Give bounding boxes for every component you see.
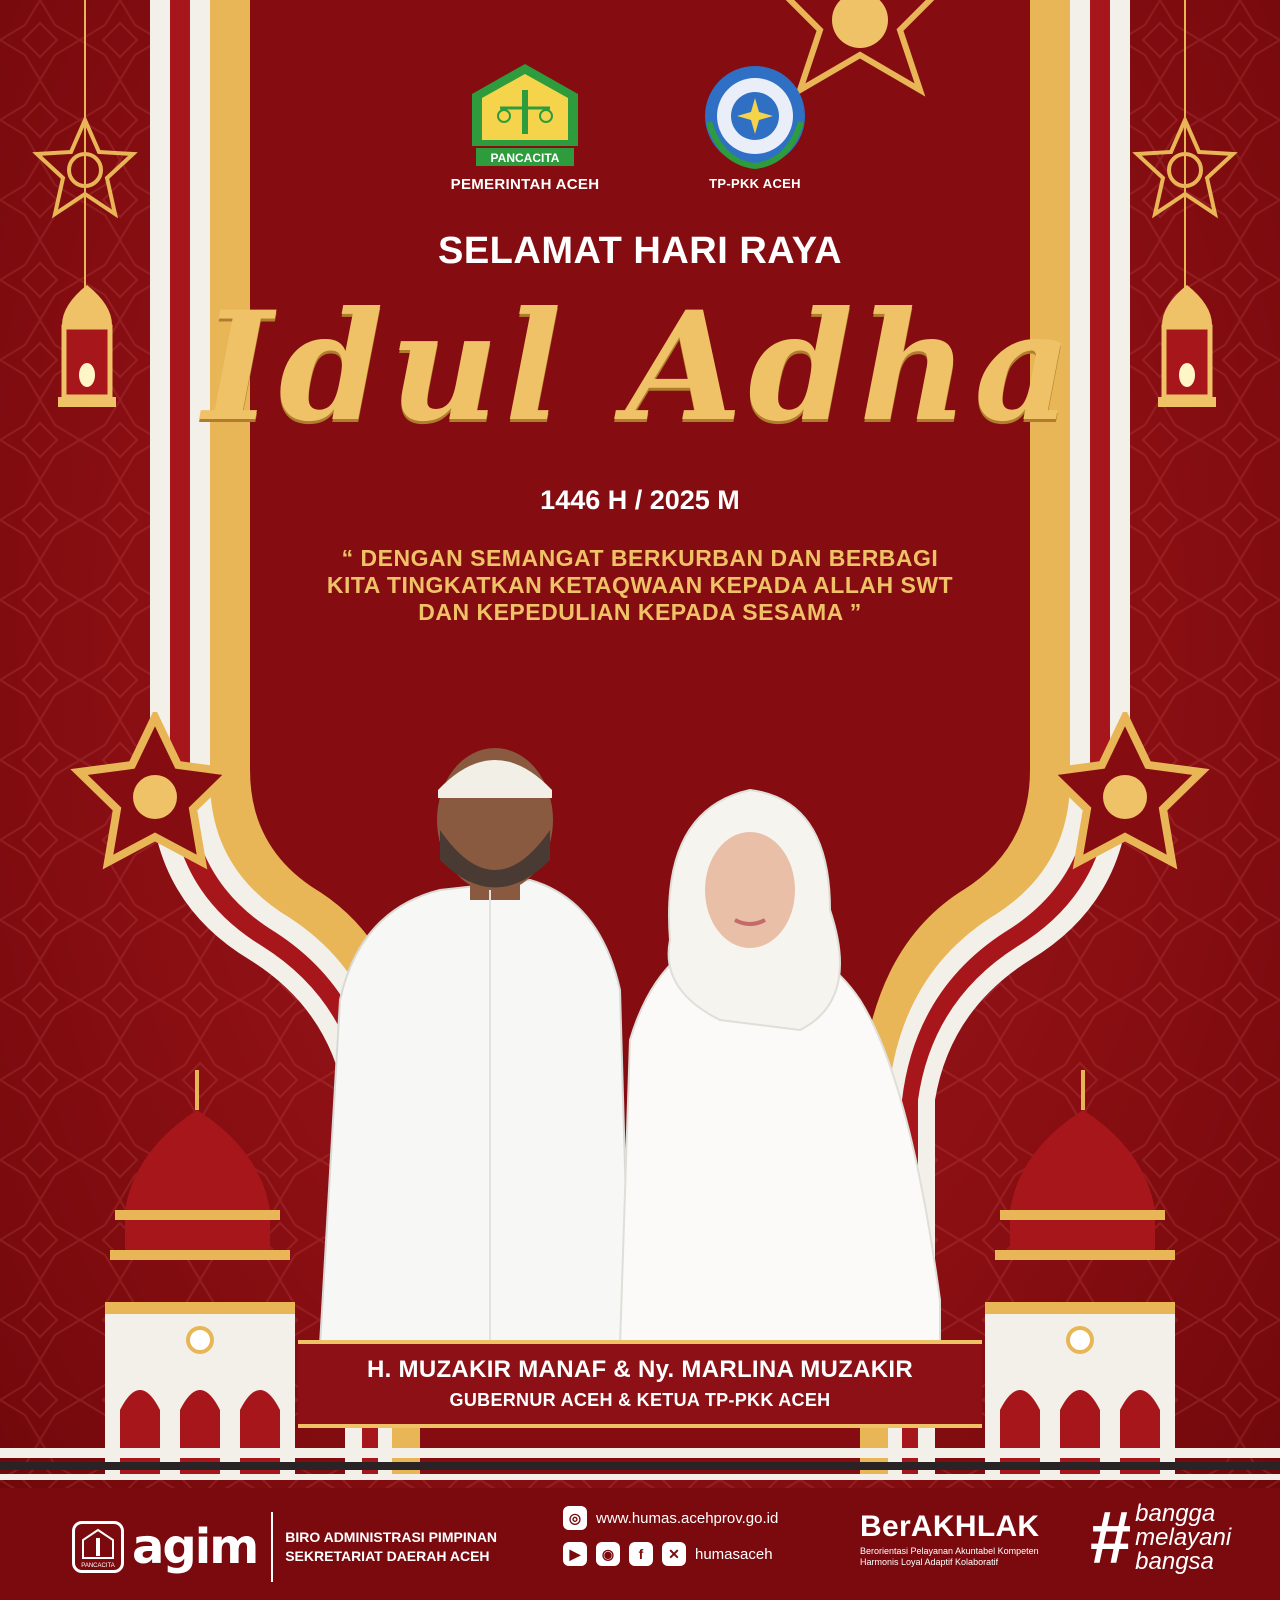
footer bbox=[0, 1488, 1280, 1600]
berakhlak-sub-line: Harmonis Loyal Adaptif Kolaboratif bbox=[860, 1557, 999, 1567]
star-ornament-icon bbox=[70, 712, 240, 882]
facebook-icon[interactable]: f bbox=[629, 1542, 653, 1566]
bangga-line: bangga bbox=[1135, 1500, 1216, 1527]
biro-text bbox=[285, 1528, 497, 1566]
star-ornament-icon bbox=[1040, 712, 1210, 882]
greeting-headline: SELAMAT HARI RAYA bbox=[437, 230, 843, 272]
logo-badge-text: PANCACITA bbox=[490, 151, 560, 165]
footer-divider bbox=[271, 1512, 273, 1582]
dark-stripe bbox=[0, 1462, 1280, 1470]
woman-figure bbox=[620, 790, 940, 1345]
pemerintah-aceh-logo bbox=[440, 62, 610, 193]
youtube-icon[interactable]: ▶ bbox=[563, 1542, 587, 1566]
white-stripe bbox=[0, 1448, 1280, 1458]
x-icon[interactable]: ✕ bbox=[662, 1542, 686, 1566]
footer-left bbox=[72, 1512, 497, 1582]
quote-line: DAN KEPEDULIAN KEPADA SESAMA ” bbox=[418, 599, 862, 625]
idul-adha-title: Idul Adha bbox=[202, 279, 1078, 455]
agim-brand: agim bbox=[132, 1519, 258, 1575]
instagram-icon[interactable]: ◉ bbox=[596, 1542, 620, 1566]
nameplate bbox=[298, 1340, 982, 1428]
mosque-icon bbox=[95, 1070, 305, 1480]
berakhlak-logo bbox=[860, 1510, 1039, 1568]
social-handle[interactable]: humasaceh bbox=[695, 1545, 773, 1563]
year-label: 1446 H / 2025 M bbox=[540, 485, 740, 515]
bangga-words bbox=[1135, 1502, 1231, 1574]
names-text: H. MUZAKIR MANAF & Ny. MARLINA MUZAKIR bbox=[366, 1356, 913, 1383]
website-link[interactable]: www.humas.acehprov.go.id bbox=[596, 1509, 779, 1527]
tp-pkk-emblem-icon bbox=[701, 62, 809, 170]
berakhlak-sub-line: Berorientasi Pelayanan Akuntabel Kompeten bbox=[860, 1546, 1039, 1556]
pancacita-outline-icon bbox=[75, 1524, 121, 1570]
man-figure bbox=[320, 748, 630, 1345]
berakhlak-subtitle bbox=[860, 1546, 1039, 1568]
footer-contacts bbox=[563, 1506, 778, 1566]
logo-caption-tp-pkk: TP-PKK ACEH bbox=[709, 176, 801, 191]
quote-text bbox=[0, 545, 1280, 626]
couple-photo bbox=[300, 740, 980, 1345]
pancacita-emblem-icon bbox=[470, 62, 580, 170]
pancacita-small-text: PANCACITA bbox=[81, 1563, 115, 1569]
bangga-line: melayani bbox=[1135, 1524, 1232, 1551]
pancacita-small-logo bbox=[72, 1521, 124, 1573]
mosque-icon bbox=[975, 1070, 1185, 1480]
berakhlak-title: BerAKHLAK bbox=[860, 1510, 1040, 1543]
white-stripe bbox=[0, 1474, 1280, 1480]
bangga-line: bangsa bbox=[1135, 1548, 1214, 1575]
globe-icon: ◎ bbox=[563, 1506, 587, 1530]
quote-line: KITA TINGKATKAN KETAQWAAN KEPADA ALLAH SWT bbox=[326, 572, 954, 598]
biro-line: SEKRETARIAT DAERAH ACEH bbox=[285, 1548, 490, 1564]
roles-text: GUBERNUR ACEH & KETUA TP-PKK ACEH bbox=[449, 1390, 831, 1410]
social-row bbox=[563, 1542, 778, 1566]
bangga-melayani-logo bbox=[1090, 1498, 1231, 1578]
quote-line: “ DENGAN SEMANGAT BERKURBAN DAN BERBAGI bbox=[341, 545, 939, 571]
logo-caption-pemerintah: PEMERINTAH ACEH bbox=[450, 176, 600, 193]
biro-line: BIRO ADMINISTRASI PIMPINAN bbox=[285, 1529, 498, 1545]
hashtag-icon: # bbox=[1090, 1496, 1132, 1579]
website-row[interactable] bbox=[563, 1506, 778, 1530]
logo-row bbox=[0, 62, 1280, 193]
tp-pkk-logo bbox=[670, 62, 840, 193]
